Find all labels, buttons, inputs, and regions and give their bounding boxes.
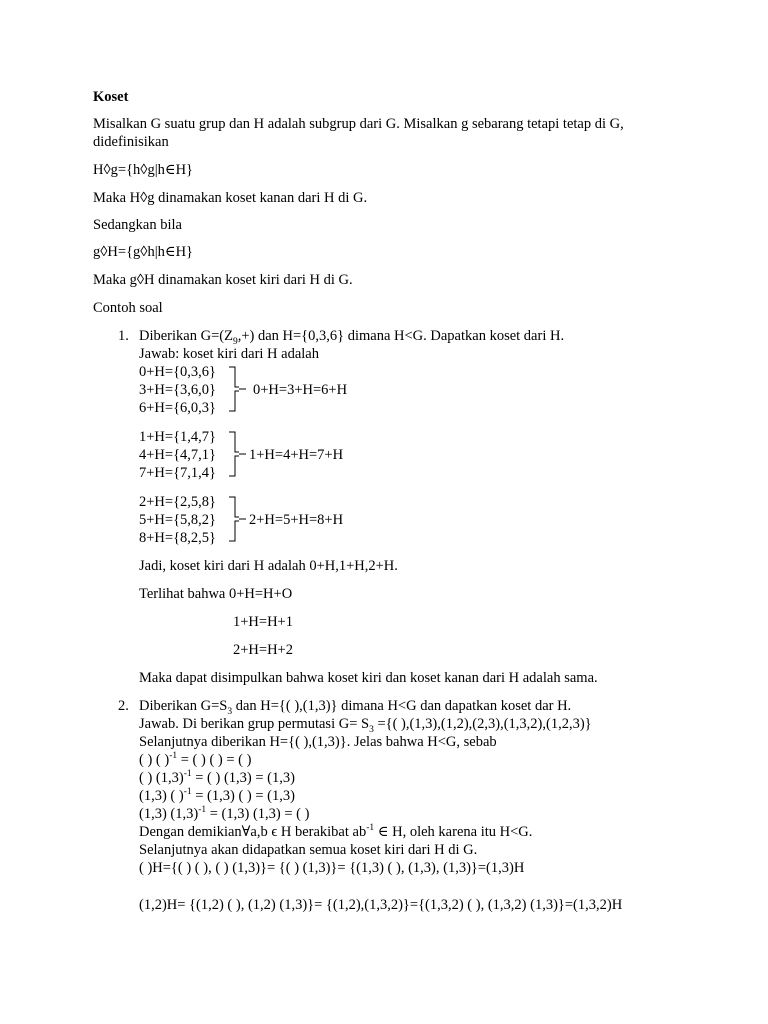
coset-row: 5+H={5,8,2} — [139, 512, 216, 528]
coset-row: 6+H={6,0,3} — [139, 400, 216, 416]
right-coset-definition: H◊g={h◊g|h∈H} — [93, 162, 194, 178]
coset-row: 3+H={3,6,0} — [139, 382, 216, 398]
ex1-answer-intro: Jawab: koset kiri dari H adalah — [139, 346, 319, 362]
intro-line-1: Misalkan G suatu grup dan H adalah subgrup dari G. Misalkan g sebarang tetapi tetap di G, — [93, 116, 624, 132]
right-coset-name: Maka H◊g dinamakan koset kanan dari H di G. — [93, 190, 368, 206]
coset-result: 2+H=5+H=8+H — [249, 512, 344, 528]
ex2-closure-check: (1,3) $(1,3)^{-1} = (1,3) (1,3)$ = ( ) — [139, 805, 310, 822]
ex2-subgroup-statement: Selanjutnya diberikan H={( ),(1,3)}. Jelas bahwa H<G, sebab — [139, 734, 497, 750]
coset-row: 1+H={1,4,7} — [139, 429, 216, 445]
coset-row: 0+H={0,3,6} — [139, 364, 216, 380]
ex2-question: Diberikan $G=S_3$ dan H={( ),(1,3)} dimana H<G dan dapatkan koset dar H. — [139, 698, 572, 717]
ex2-coset-12: (1,2)H= {(1,2) ( ), (1,2) (1,3)}= {(1,2),(1,3,2)}={(1,3,2) ( ), (1,3,2) (1,3)}=(1,3,2)H — [139, 897, 623, 913]
right-brace-icon — [226, 364, 254, 414]
ex1-number: 1. — [118, 328, 129, 344]
ex2-closure-check: ( ) $(1,3)^{-1}$ = ( ) (1,3) = (1,3) — [139, 769, 295, 786]
section-title: Koset — [93, 89, 129, 105]
intro-line-2: didefinisikan — [93, 134, 169, 150]
ex2-subgroup-conclusion: Dengan demikian∀a,b ϵ H berakibat $ab^{-1}$ ∈ H, oleh karena itu H<G. — [139, 823, 533, 840]
ex1-question: Diberikan $G=(Z_9,+)$ dan H={0,3,6} dimana H<G. Dapatkan koset dari H. — [139, 328, 565, 347]
ex1-conclusion: Jadi, koset kiri dari H adalah 0+H,1+H,2+H. — [139, 558, 398, 574]
ex2-closure-check: (1,3) ( )$^{-1}$ = (1,3) ( ) = (1,3) — [139, 787, 295, 804]
ex1-equation-2: 1+H=H+1 — [233, 614, 293, 630]
ex2-next-step: Selanjutnya akan didapatkan semua koset kiri dari H di G. — [139, 842, 478, 858]
ex2-answer-intro: Jawab. Di berikan grup permutasi $G= S_3$ ={( ),(1,3),(1,2),(2,3),(1,3,2),(1,2,3)} — [139, 716, 592, 735]
coset-row: 7+H={7,1,4} — [139, 465, 216, 481]
sedangkan-text: Sedangkan bila — [93, 217, 182, 233]
ex1-equation-3: 2+H=H+2 — [233, 642, 293, 658]
left-coset-definition: g◊H={g◊h|h∈H} — [93, 244, 194, 260]
ex2-coset-identity: ( )H={( ) ( ), ( ) (1,3)}= {( ) (1,3)}= {(1,3) ( ), (1,3), (1,3)}=(1,3)H — [139, 860, 525, 876]
ex1-final-conclusion: Maka dapat disimpulkan bahwa koset kiri dan koset kanan dari H adalah sama. — [139, 670, 598, 686]
coset-result: 0+H=3+H=6+H — [253, 382, 348, 398]
contoh-heading: Contoh soal — [93, 300, 163, 316]
ex2-closure-check: ( ) ( )$^{-1}$ = ( ) ( ) = ( ) — [139, 751, 252, 768]
ex1-observation: Terlihat bahwa 0+H=H+O — [139, 586, 293, 602]
coset-row: 8+H={8,2,5} — [139, 530, 216, 546]
left-coset-name: Maka g◊H dinamakan koset kiri dari H di G. — [93, 272, 353, 288]
coset-row: 2+H={2,5,8} — [139, 494, 216, 510]
coset-result: 1+H=4+H=7+H — [249, 447, 344, 463]
ex2-number: 2. — [118, 698, 129, 714]
coset-row: 4+H={4,7,1} — [139, 447, 216, 463]
